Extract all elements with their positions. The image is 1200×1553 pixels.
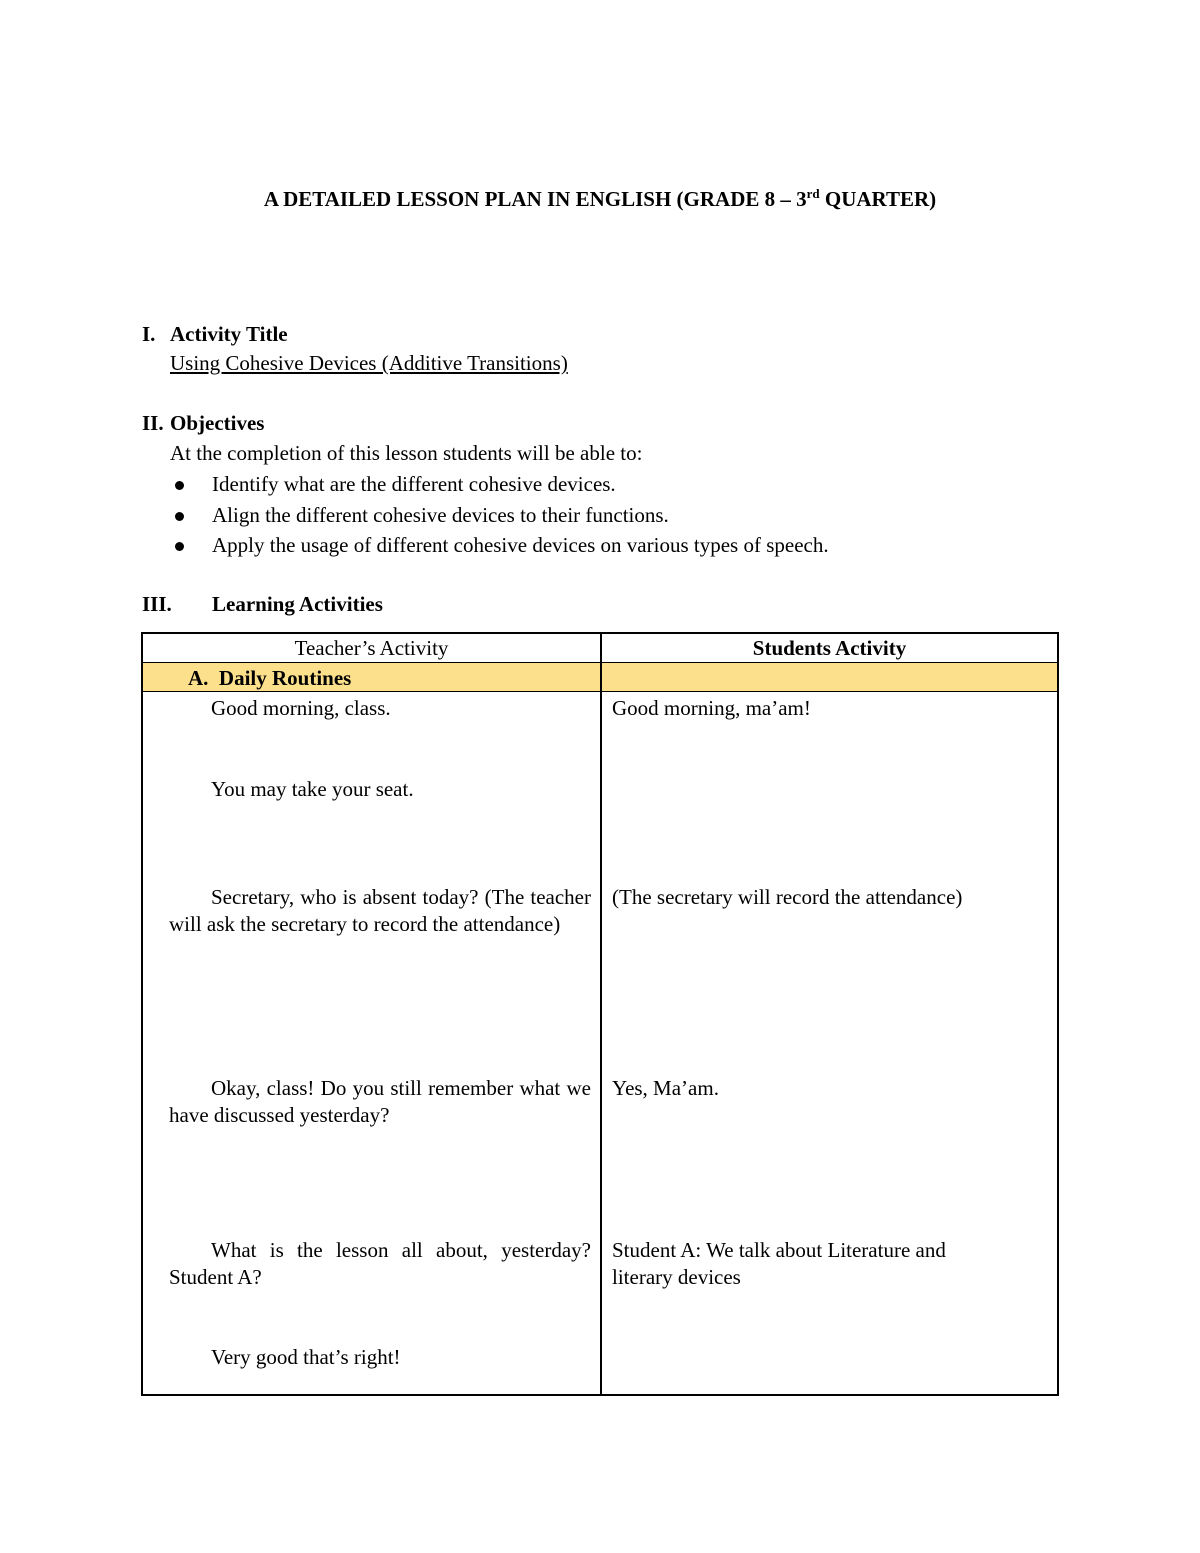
teacher-line: Okay, class! Do you still remember what we have discussed yesterday? (169, 1076, 591, 1127)
section-label-daily-routines: A. Daily Routines (188, 666, 352, 690)
section-heading-activity-title: Activity Title (170, 322, 288, 346)
teacher-line: Good morning, class. (211, 696, 391, 720)
header-teacher-activity: Teacher’s Activity (294, 636, 449, 660)
section-heading-learning-activities: Learning Activities (212, 592, 383, 616)
bullet-icon (175, 542, 184, 551)
objective-item: Apply the usage of different cohesive devices on various types of speech. (212, 533, 829, 557)
student-line: Student A: We talk about Literature and (612, 1238, 946, 1262)
bullet-icon (175, 481, 184, 490)
section-number-1: I. (142, 322, 156, 346)
teacher-line: You may take your seat. (211, 777, 414, 801)
activity-table (141, 632, 1059, 1396)
student-line: Yes, Ma’am. (612, 1076, 719, 1100)
section-heading-objectives: Objectives (170, 411, 265, 435)
page-title: A DETAILED LESSON PLAN IN ENGLISH (GRADE 8 – 3rd QUARTER) (263, 186, 937, 211)
student-line: (The secretary will record the attendance) (612, 885, 963, 909)
bullet-icon (175, 512, 184, 521)
student-line: Good morning, ma’am! (612, 696, 811, 720)
objective-item: Align the different cohesive devices to their functions. (212, 503, 669, 527)
teacher-line: Very good that’s right! (211, 1345, 401, 1369)
teacher-line: Secretary, who is absent today? (The teacher will ask the secretary to record the attendance) (169, 885, 591, 936)
header-students-activity: Students Activity (752, 636, 907, 660)
objectives-intro: At the completion of this lesson students will be able to: (170, 441, 643, 465)
teacher-line: What is the lesson all about, yesterday? Student A? (169, 1238, 591, 1289)
section-number-3: III. (142, 592, 172, 616)
student-line: literary devices (612, 1265, 741, 1289)
activity-title-value: Using Cohesive Devices (Additive Transitions) (170, 351, 568, 375)
column-divider (600, 634, 602, 1394)
objective-item: Identify what are the different cohesive devices. (212, 472, 616, 496)
section-number-2: II. (142, 411, 164, 435)
